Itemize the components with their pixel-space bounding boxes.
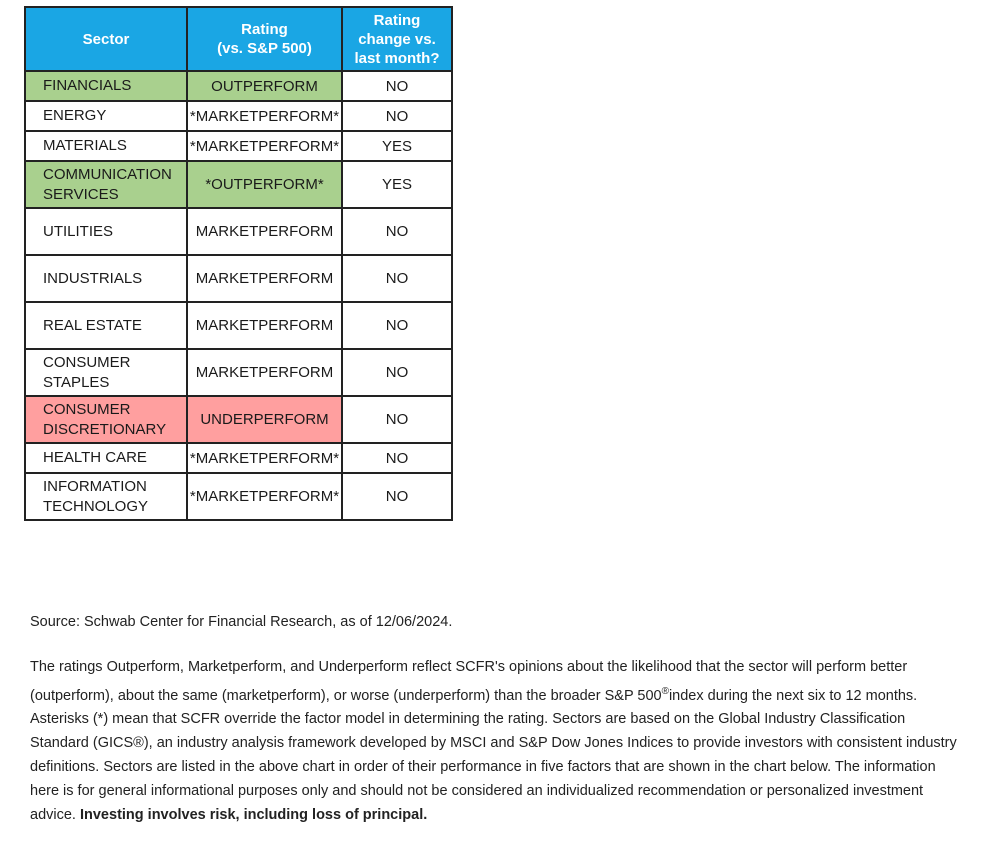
sector-cell: FINANCIALS <box>25 71 187 101</box>
table-row <box>25 443 452 473</box>
disclaimer-text <box>30 656 965 827</box>
rating-cell: *MARKETPERFORM* <box>187 131 342 161</box>
table-row <box>25 131 452 161</box>
rating-cell: *MARKETPERFORM* <box>187 473 342 520</box>
sector-cell: COMMUNICATION SERVICES <box>25 161 187 208</box>
sector-cell: INFORMATION TECHNOLOGY <box>25 473 187 520</box>
sector-cell: REAL ESTATE <box>25 302 187 349</box>
rating-cell: OUTPERFORM <box>187 71 342 101</box>
sector-cell: UTILITIES <box>25 208 187 255</box>
rating-change-cell: NO <box>342 208 452 255</box>
rating-change-cell: NO <box>342 443 452 473</box>
registered-mark: ® <box>661 685 669 697</box>
rating-cell: MARKETPERFORM <box>187 302 342 349</box>
sector-cell: HEALTH CARE <box>25 443 187 473</box>
table-row <box>25 255 452 302</box>
rating-change-cell: NO <box>342 396 452 443</box>
disclaimer-part-1: The ratings Outperform, Marketperform, and Underperform reflect SCFR's opinions about the likelihood that the sector will perform better (outperform), about the same (marketperform), or worse (underperform) than the broader S&P 500 <box>30 659 908 704</box>
rating-change-cell: NO <box>342 473 452 520</box>
rating-change-cell: NO <box>342 71 452 101</box>
table-row <box>25 161 452 208</box>
sector-cell: MATERIALS <box>25 131 187 161</box>
header-sector <box>25 7 187 71</box>
sector-cell: INDUSTRIALS <box>25 255 187 302</box>
table-row <box>25 71 452 101</box>
table-row <box>25 396 452 443</box>
rating-cell: MARKETPERFORM <box>187 255 342 302</box>
sector-ratings-table <box>24 6 453 521</box>
sector-cell: CONSUMER DISCRETIONARY <box>25 396 187 443</box>
header-rating-label: Rating (vs. S&P 500) <box>217 21 312 57</box>
header-sector-label: Sector <box>82 30 130 48</box>
rating-cell: *MARKETPERFORM* <box>187 101 342 131</box>
rating-cell: MARKETPERFORM <box>187 349 342 396</box>
source-note: Source: Schwab Center for Financial Research, as of 12/06/2024. <box>30 614 453 630</box>
header-rating <box>187 7 342 71</box>
table-row <box>25 473 452 520</box>
header-rating-change <box>342 7 452 71</box>
rating-cell: *MARKETPERFORM* <box>187 443 342 473</box>
sector-cell: ENERGY <box>25 101 187 131</box>
table-header-row <box>25 7 452 71</box>
rating-change-cell: NO <box>342 101 452 131</box>
rating-cell: *OUTPERFORM* <box>187 161 342 208</box>
disclaimer-part-2: index during the next six to 12 months. Asterisks (*) mean that SCFR override the factor model in determining the rating. Sectors are based on the Global Industry Classification Standard (GICS®), an industry analysis framework developed by MSCI and S&P Dow Jones Indices to provide investors with consistent industry definitions. Sectors are listed in the above chart in order of their performance in five factors that are shown in the chart below. The information here is for general informational purposes only and should not be considered an individualized recommendation or personalized investment advice. <box>30 687 957 823</box>
table-row <box>25 208 452 255</box>
rating-change-cell: YES <box>342 131 452 161</box>
rating-change-cell: NO <box>342 255 452 302</box>
rating-change-cell: YES <box>342 161 452 208</box>
sector-cell: CONSUMER STAPLES <box>25 349 187 396</box>
header-rating-change-label: Rating change vs. last month? <box>354 11 440 67</box>
table-body <box>25 71 452 520</box>
table-row <box>25 101 452 131</box>
rating-change-cell: NO <box>342 349 452 396</box>
table-row <box>25 349 452 396</box>
rating-cell: MARKETPERFORM <box>187 208 342 255</box>
risk-warning: Investing involves risk, including loss of principal. <box>79 806 428 823</box>
rating-cell: UNDERPERFORM <box>187 396 342 443</box>
table-row <box>25 302 452 349</box>
rating-change-cell: NO <box>342 302 452 349</box>
